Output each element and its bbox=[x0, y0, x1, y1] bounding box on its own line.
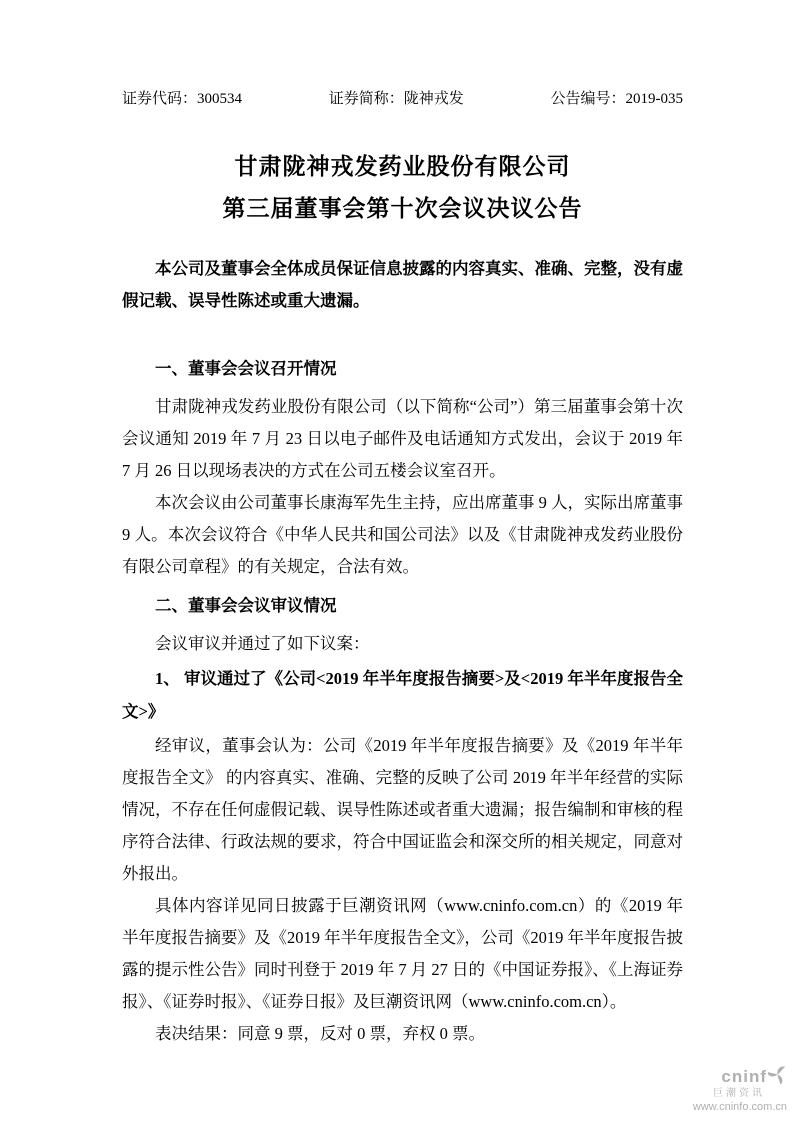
stock-abbr: 证券简称：陇神戎发 bbox=[328, 91, 464, 107]
document-content bbox=[122, 0, 683, 1050]
section-2-heading: 二、董事会会议审议情况 bbox=[155, 596, 337, 615]
vote-result: 表决结果：同意 9 票，反对 0 票，弃权 0 票。 bbox=[155, 1024, 485, 1043]
company-name: 甘肃陇神戎发药业股份有限公司 bbox=[234, 154, 571, 179]
cninfo-watermark bbox=[693, 1065, 787, 1114]
announcement-title: 第三届董事会第十次会议决议公告 bbox=[222, 196, 583, 221]
resolution-item-1-heading: 1、 审议通过了《公司<2019 年半年度报告摘要>及<2019 年半年度报告全文>》 bbox=[122, 669, 683, 721]
cninfo-brand-text: cninf bbox=[721, 1066, 767, 1086]
section-1-heading: 一、董事会会议召开情况 bbox=[155, 359, 337, 378]
truthfulness-declaration: 本公司及董事会全体成员保证信息披露的内容真实、准确、完整，没有虚假记载、误导性陈述或重大遗漏。 bbox=[122, 259, 683, 310]
announcement-number: 公告编号：2019-035 bbox=[550, 91, 683, 107]
section-2-intro: 会议审议并通过了如下议案： bbox=[155, 634, 370, 653]
stock-code: 证券代码：300534 bbox=[122, 91, 243, 107]
section-1-paragraph-1: 甘肃陇神戎发药业股份有限公司（以下简称“公司”）第三届董事会第十次会议通知 2019 年 7 月 23 日以电子邮件及电话通知方式发出，会议于 2019 年 7 月 26 日以现场表决的方式在公司五楼会议室召开。 bbox=[122, 397, 683, 480]
cninfo-swirl-logo-icon bbox=[768, 1065, 787, 1088]
document-title bbox=[122, 146, 683, 230]
document-header bbox=[122, 90, 683, 108]
cninfo-brand-row bbox=[693, 1065, 787, 1088]
section-1-paragraph-2: 本次会议由公司董事长康海军先生主持，应出席董事 9 人，实际出席董事 9 人。本次会议符合《中华人民共和国公司法》以及《甘肃陇神戎发药业股份有限公司章程》的有关规定，合法有效。 bbox=[122, 493, 683, 576]
resolution-item-1-paragraph-2: 具体内容详见同日披露于巨潮资讯网（www.cninfo.com.cn）的《2019 年半年度报告摘要》及《2019 年半年度报告全文》，公司《2019 年半年度报告披露的提示性公告》同时刊登于 2019 年 7 月 27 日的《中国证券报》、《上海证券报》、《证券时报》、《证券日报》及巨潮资讯网（www.cninfo.com.cn）。 bbox=[122, 896, 683, 1011]
cninfo-url: www.cninfo.com.cn bbox=[692, 1101, 787, 1113]
cninfo-chinese-name: 巨潮资讯 bbox=[713, 1088, 765, 1099]
resolution-item-1-paragraph-1: 经审议，董事会认为：公司《2019 年半年度报告摘要》及《2019 年半年度报告全文》 的内容真实、准确、完整的反映了公司 2019 年半年经营的实际情况，不存在任何虚假记载、误导性陈述或者重大遗漏；报告编制和审核的程序符合法律、行政法规的要求，符合中国证监会和深交所的相关规定，同意对外报出。 bbox=[122, 736, 683, 883]
